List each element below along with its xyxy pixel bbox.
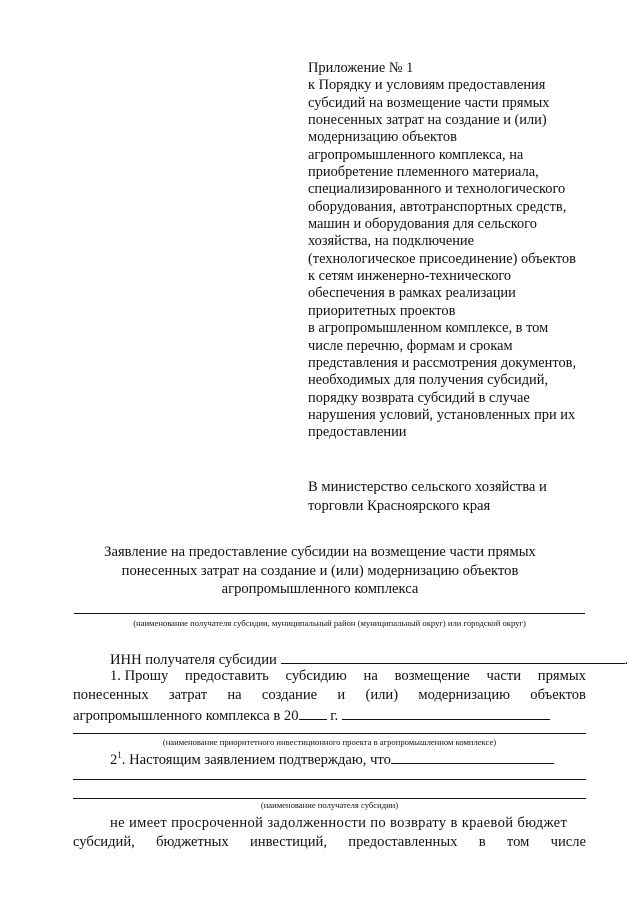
appendix-line: субсидий на возмещение части прямых xyxy=(308,94,550,111)
addressee-line: В министерство сельского хозяйства и xyxy=(308,479,547,495)
p1-line-3 xyxy=(73,706,550,725)
appendix-line: понесенных затрат на создание и (или) xyxy=(308,112,547,129)
project-name-caption: (наименование приоритетного инвестиционного проекта в агропромышленном комплексе) xyxy=(162,737,497,747)
document-title xyxy=(60,543,580,599)
word: затрат xyxy=(168,687,208,703)
recipient-name-line xyxy=(74,613,585,614)
appendix-line: специализированного и технологического xyxy=(308,181,566,198)
appendix-line: нарушения условий, установленных при их xyxy=(308,406,576,423)
p2-blank-line-1 xyxy=(73,779,586,780)
appendix-line: (технологическое присоединение) объектов xyxy=(308,250,576,267)
word: объектов xyxy=(530,687,586,703)
word: инвестиций, xyxy=(250,834,328,850)
word: понесенных xyxy=(73,687,149,703)
recipient-short-caption: (наименование получателя субсидии) xyxy=(260,800,399,810)
appendix-line: к Порядку и условиям предоставления xyxy=(308,77,546,94)
last-line-1: не имеет просроченной задолженности по возврату в краевой бюджет xyxy=(110,815,568,831)
p1-project-field[interactable] xyxy=(342,706,550,720)
appendix-line: оборудования, автотранспортных средств, xyxy=(308,198,567,215)
inn-row xyxy=(110,650,628,669)
appendix-line: агропромышленного комплекса, на xyxy=(308,146,524,163)
p2-footnote-mark: 1 xyxy=(117,750,122,761)
appendix-line: приоритетных проектов xyxy=(308,302,456,319)
word: предоставленных xyxy=(348,834,458,850)
word: части xyxy=(486,668,522,684)
appendix-line: приобретение племенного материала, xyxy=(308,164,539,181)
p2-blank-line-2 xyxy=(73,798,586,799)
appendix-line: хозяйства, на подключение xyxy=(308,233,474,250)
p2-text: . Настоящим заявлением подтверждаю, что xyxy=(121,752,391,768)
appendix-line: к сетям инженерно-технического xyxy=(308,268,512,285)
word: том xyxy=(506,834,530,850)
appendix-line: в агропромышленном комплексе, в том xyxy=(308,320,549,337)
title-line: понесенных затрат на создание и (или) модернизацию объектов xyxy=(121,562,519,579)
title-line: агропромышленного комплекса xyxy=(221,581,419,597)
last-line-2 xyxy=(73,834,586,851)
appendix-line: необходимых для получения субсидий, xyxy=(308,372,549,389)
p2-field[interactable] xyxy=(391,750,554,764)
addressee-block xyxy=(308,478,608,516)
word: субсидию xyxy=(285,668,347,684)
word: (или) xyxy=(365,687,399,703)
word: модернизацию xyxy=(418,687,511,703)
appendix-line: обеспечения в рамках реализации xyxy=(308,285,516,302)
word: в xyxy=(478,834,486,850)
inn-field[interactable] xyxy=(281,650,625,664)
word: бюджетных xyxy=(156,834,229,850)
word: предоставить xyxy=(185,668,269,684)
appendix-line: числе перечню, формам и срокам xyxy=(308,337,513,354)
appendix-line: представления и рассмотрения документов, xyxy=(308,354,577,371)
word: на xyxy=(227,687,242,703)
p1-line-2 xyxy=(73,687,586,704)
project-name-line xyxy=(73,733,586,734)
word: прямых xyxy=(537,668,586,684)
word: и xyxy=(337,687,346,703)
title-line: Заявление на предоставление субсидии на возмещение части прямых xyxy=(104,544,536,560)
appendix-line: Приложение № 1 xyxy=(308,60,414,76)
appendix-line: предоставлении xyxy=(308,424,407,441)
recipient-name-caption: (наименование получателя субсидии, муниципальный район (муниципальный округ) или городской округ) xyxy=(133,618,526,628)
word: числе xyxy=(550,834,586,850)
inn-end: . xyxy=(624,652,629,668)
appendix-block xyxy=(308,60,608,442)
appendix-line: модернизацию объектов xyxy=(308,129,457,146)
year-field[interactable] xyxy=(299,706,327,720)
p1-line-1 xyxy=(110,668,586,685)
word: субсидий, xyxy=(73,834,135,850)
addressee-line: торговли Красноярского края xyxy=(308,498,491,514)
word: возмещение xyxy=(394,668,470,684)
word: на xyxy=(363,668,378,684)
p1-year-suffix: г. xyxy=(330,708,339,724)
inn-label: ИНН получателя субсидии xyxy=(110,652,277,668)
word: создание xyxy=(261,687,318,703)
appendix-line: порядку возврата субсидий в случае xyxy=(308,389,530,406)
p2-line xyxy=(110,750,554,769)
word: 1. Прошу xyxy=(110,668,169,684)
p2-number: 2 xyxy=(110,752,118,768)
p1-year-prefix: агропромышленного комплекса в 20 xyxy=(73,708,299,724)
appendix-line: машин и оборудования для сельского xyxy=(308,216,537,233)
